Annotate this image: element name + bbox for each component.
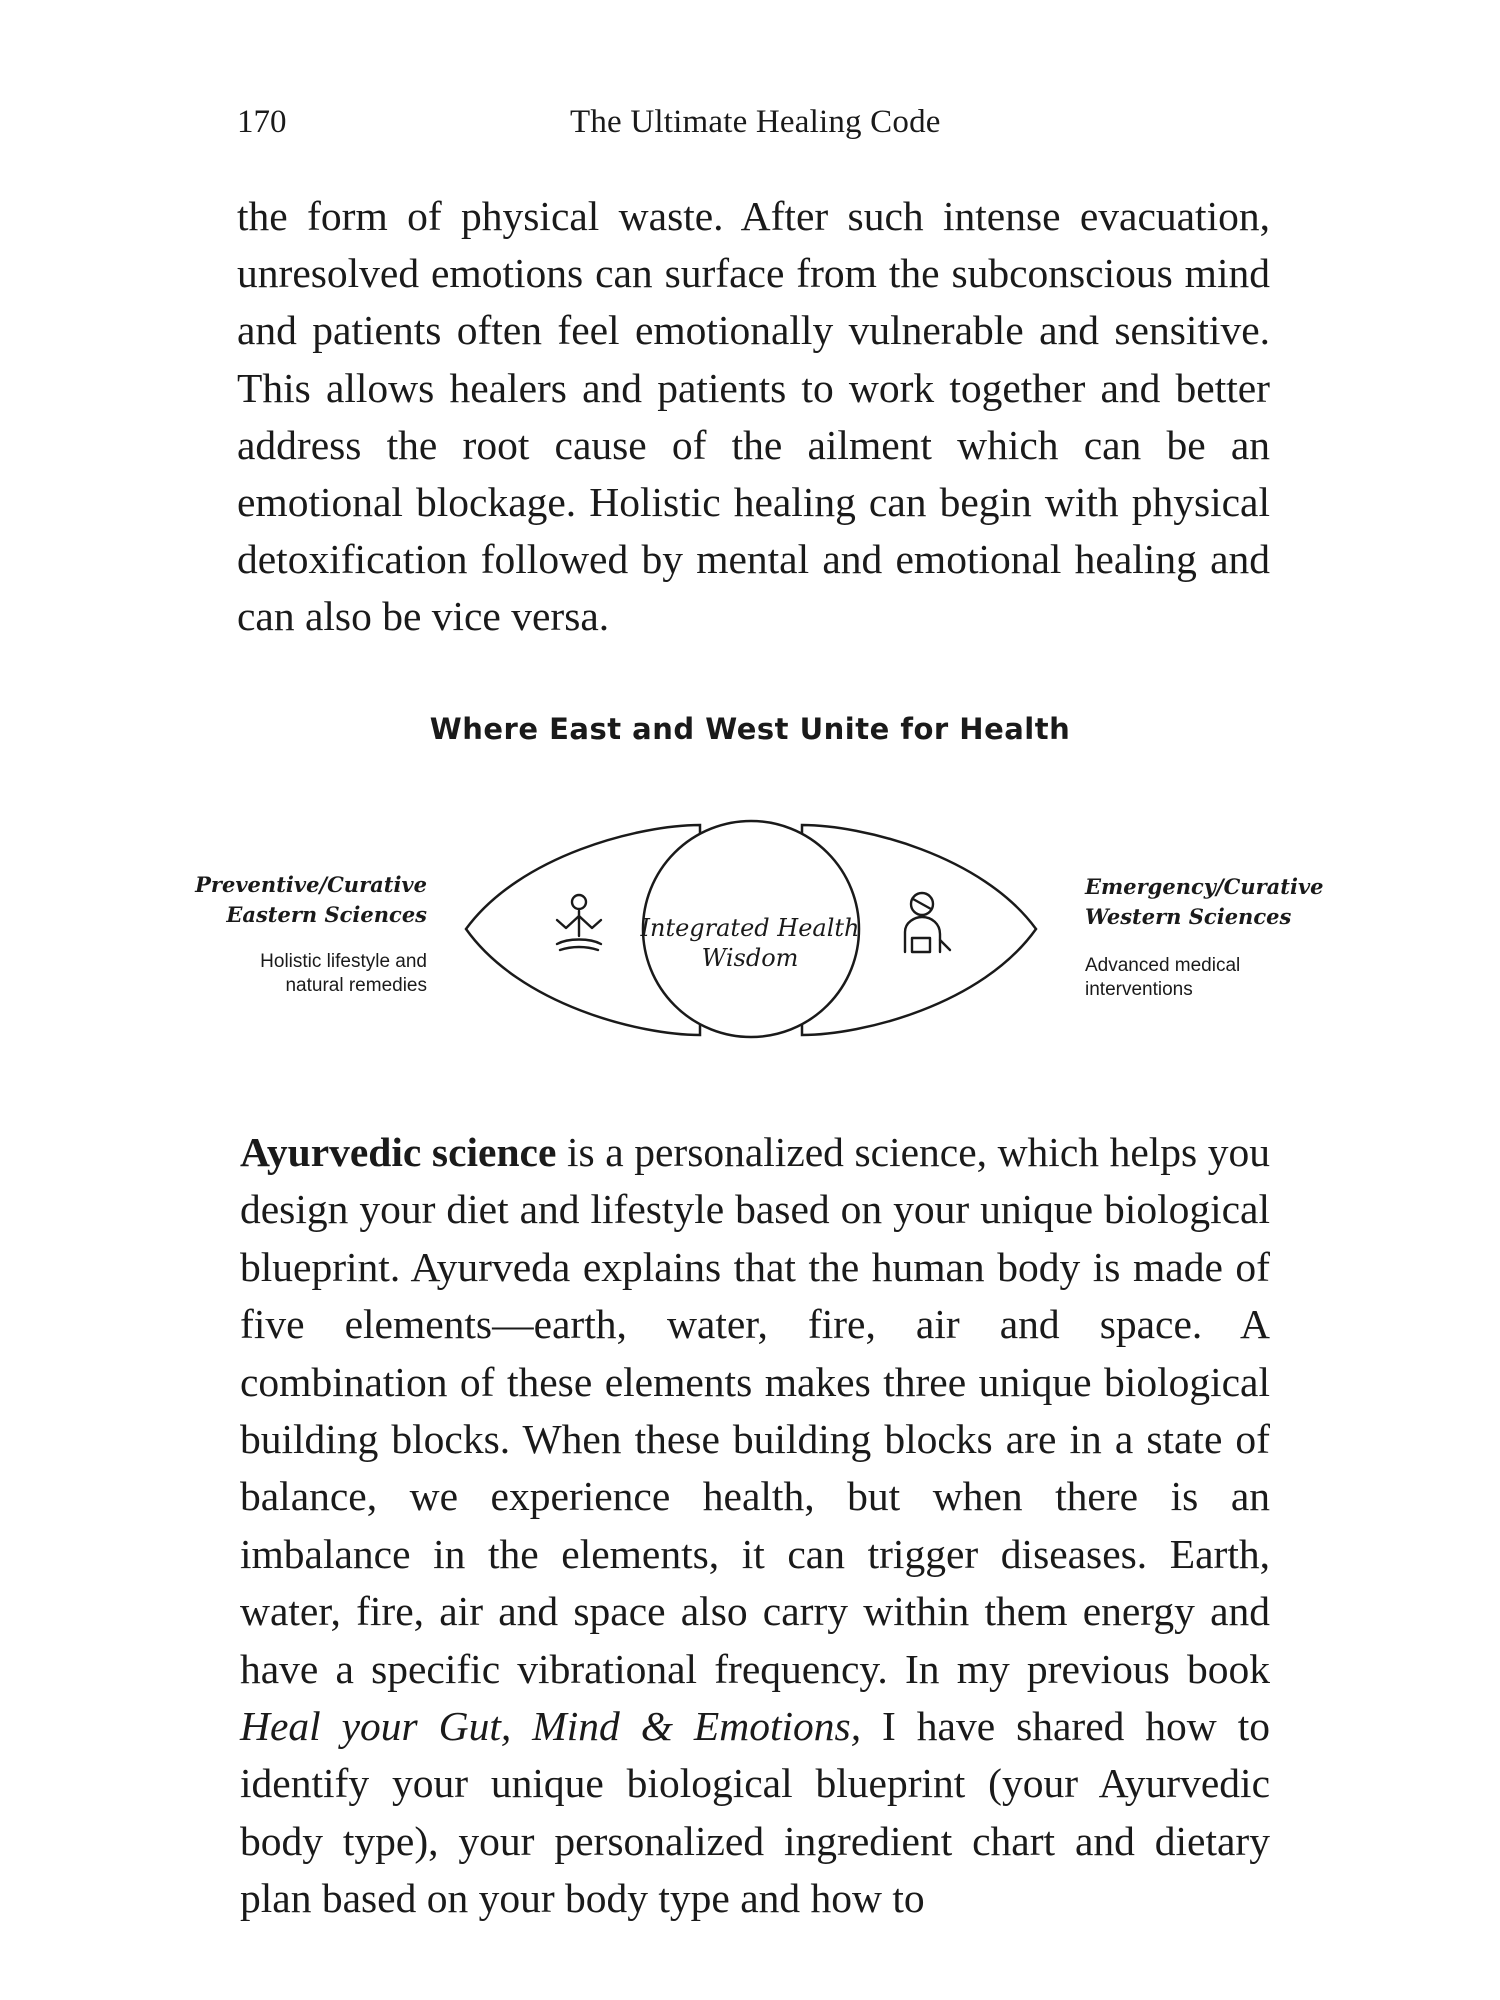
paragraph-2-part2: I have shared how to identify your unique biological blueprint (your Ayurvedic body type), your personalized ingredient chart and dietary plan based on your body type and how to: [240, 1703, 1270, 1922]
meditation-icon: [557, 895, 601, 950]
right-desc-line2: interventions: [1085, 979, 1193, 1000]
east-west-figure: [0, 700, 1500, 1100]
center-label-line2: Wisdom: [701, 944, 799, 972]
right-desc-line1: Advanced medical: [1085, 955, 1241, 976]
paragraph-2-part1: is a personalized science, which helps you design your diet and lifestyle based on your unique biological blueprint. Ayurveda explains that the human body is made of five elements—earth, water, fire, air and space. A combination of these elements makes three unique biological building blocks. When these building blocks are in a state of balance, we experience health, but when there is an imbalance in the elements, it can trigger diseases. Earth, water, fire, air and space also carry within them energy and have a specific vibrational frequency. In my previous book: [240, 1129, 1271, 1692]
left-desc-line2: natural remedies: [285, 975, 427, 996]
paragraph-2: [240, 1124, 1270, 1928]
paragraph-1: the form of physical waste. After such intense evacuation, unresolved emotions can surface from the subconscious mind and patients often feel emotionally vulnerable and sensitive. This allows healers and patients to work together and better address the root cause of the ailment which can be an emotional blockage. Holistic healing can begin with physical detoxification followed by mental and emotional healing and can also be vice versa.: [237, 193, 1270, 640]
page-number: 170: [237, 104, 287, 140]
left-heading-line2: Eastern Sciences: [226, 902, 427, 927]
figure-title: Where East and West Unite for Health: [429, 712, 1071, 746]
right-heading-line1: Emergency/Curative: [1085, 874, 1324, 899]
left-desc-line1: Holistic lifestyle and: [260, 951, 427, 972]
center-label-line1: Integrated Health: [640, 914, 860, 942]
right-heading-line2: Western Sciences: [1085, 904, 1292, 929]
injured-person-icon: [905, 893, 950, 952]
left-heading-line1: Preventive/Curative: [195, 872, 427, 897]
book-title-reference: Heal your Gut, Mind & Emotions,: [240, 1703, 862, 1750]
running-header: [0, 104, 1500, 148]
running-title: The Ultimate Healing Code: [570, 104, 941, 140]
paragraph-2-lead: Ayurvedic science: [240, 1129, 557, 1175]
